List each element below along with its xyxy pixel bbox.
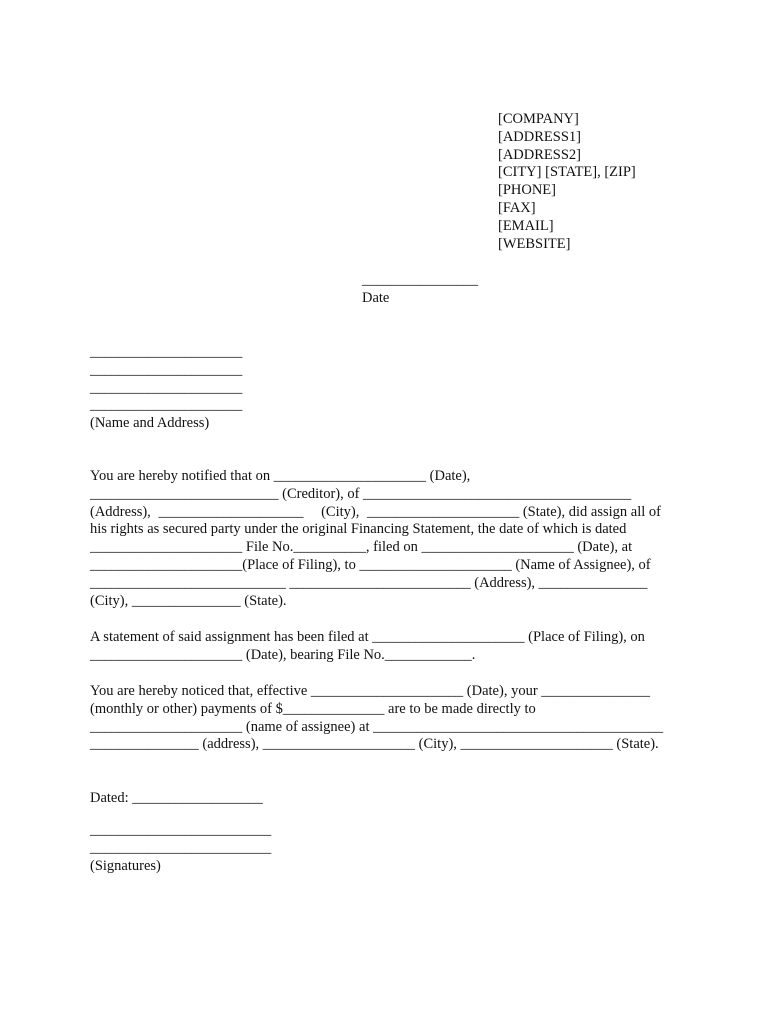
recipient-block bbox=[90, 344, 242, 433]
company-name: [COMPANY] bbox=[498, 111, 579, 127]
recipient-label: (Name and Address) bbox=[90, 415, 210, 432]
dated-line bbox=[90, 790, 263, 808]
para1-state-text: _____________________ (State), did assign all of bbox=[366, 503, 661, 520]
para1-line-2: __________________________ (Creditor), of _____________________________________ bbox=[90, 485, 632, 502]
para3-line-3: _____________________ (name of assignee) at ________________________________________ bbox=[90, 718, 664, 735]
letterhead bbox=[498, 111, 636, 253]
signature-block bbox=[90, 822, 271, 875]
para1-city-label: (City), bbox=[321, 503, 360, 520]
recipient-line-4: _____________________ bbox=[90, 397, 243, 414]
signature-line-2: _________________________ bbox=[90, 839, 272, 856]
company-website: [WEBSITE] bbox=[498, 235, 571, 252]
para3-line-1: You are hereby noticed that, effective _____________________ (Date), your _______________ bbox=[90, 683, 651, 699]
date-blank: ________________ bbox=[362, 272, 478, 288]
para1-line-7: ___________________________ _________________________ (Address), _______________ bbox=[90, 574, 648, 591]
company-address1: [ADDRESS1] bbox=[498, 128, 581, 145]
dated-text: Dated: __________________ bbox=[90, 790, 263, 806]
para1-city-blank: ____________________ bbox=[158, 503, 304, 520]
para3-line-4: _______________ (address), _____________________ (City), _____________________ (State). bbox=[90, 736, 659, 753]
company-phone: [PHONE] bbox=[498, 182, 556, 199]
recipient-line-1: _____________________ bbox=[90, 344, 243, 360]
para1-line-3 bbox=[90, 504, 690, 522]
para3-line-2: (monthly or other) payments of $______________ are to be made directly to bbox=[90, 700, 536, 717]
recipient-line-3: _____________________ bbox=[90, 379, 243, 396]
para1-line-8: (City), _______________ (State). bbox=[90, 592, 287, 609]
company-email: [EMAIL] bbox=[498, 217, 554, 234]
para2-line-2: _____________________ (Date), bearing File No.____________. bbox=[90, 646, 476, 663]
signature-label: (Signatures) bbox=[90, 857, 161, 874]
recipient-line-2: _____________________ bbox=[90, 361, 243, 378]
para2-line-1: A statement of said assignment has been filed at _____________________ (Place of Filing), on bbox=[90, 629, 645, 645]
para1-line-6: _____________________(Place of Filing), to _____________________ (Name of Assignee), of bbox=[90, 556, 651, 573]
signature-line-1: _________________________ bbox=[90, 822, 272, 838]
company-address2: [ADDRESS2] bbox=[498, 146, 581, 163]
date-label: Date bbox=[362, 289, 390, 306]
payment-paragraph bbox=[90, 683, 690, 754]
statement-paragraph bbox=[90, 629, 690, 665]
para1-line-5: _____________________ File No.__________, filed on _____________________ (Date), at bbox=[90, 539, 633, 556]
para1-line-4: his rights as secured party under the original Financing Statement, the date of which is dated bbox=[90, 521, 627, 538]
date-block bbox=[362, 272, 478, 308]
company-city-state-zip: [CITY] [STATE], [ZIP] bbox=[498, 164, 636, 181]
para1-address-label: (Address), bbox=[90, 503, 151, 520]
notification-paragraph bbox=[90, 468, 690, 610]
company-fax: [FAX] bbox=[498, 199, 536, 216]
para1-line-1: You are hereby notified that on _____________________ (Date), bbox=[90, 468, 471, 484]
